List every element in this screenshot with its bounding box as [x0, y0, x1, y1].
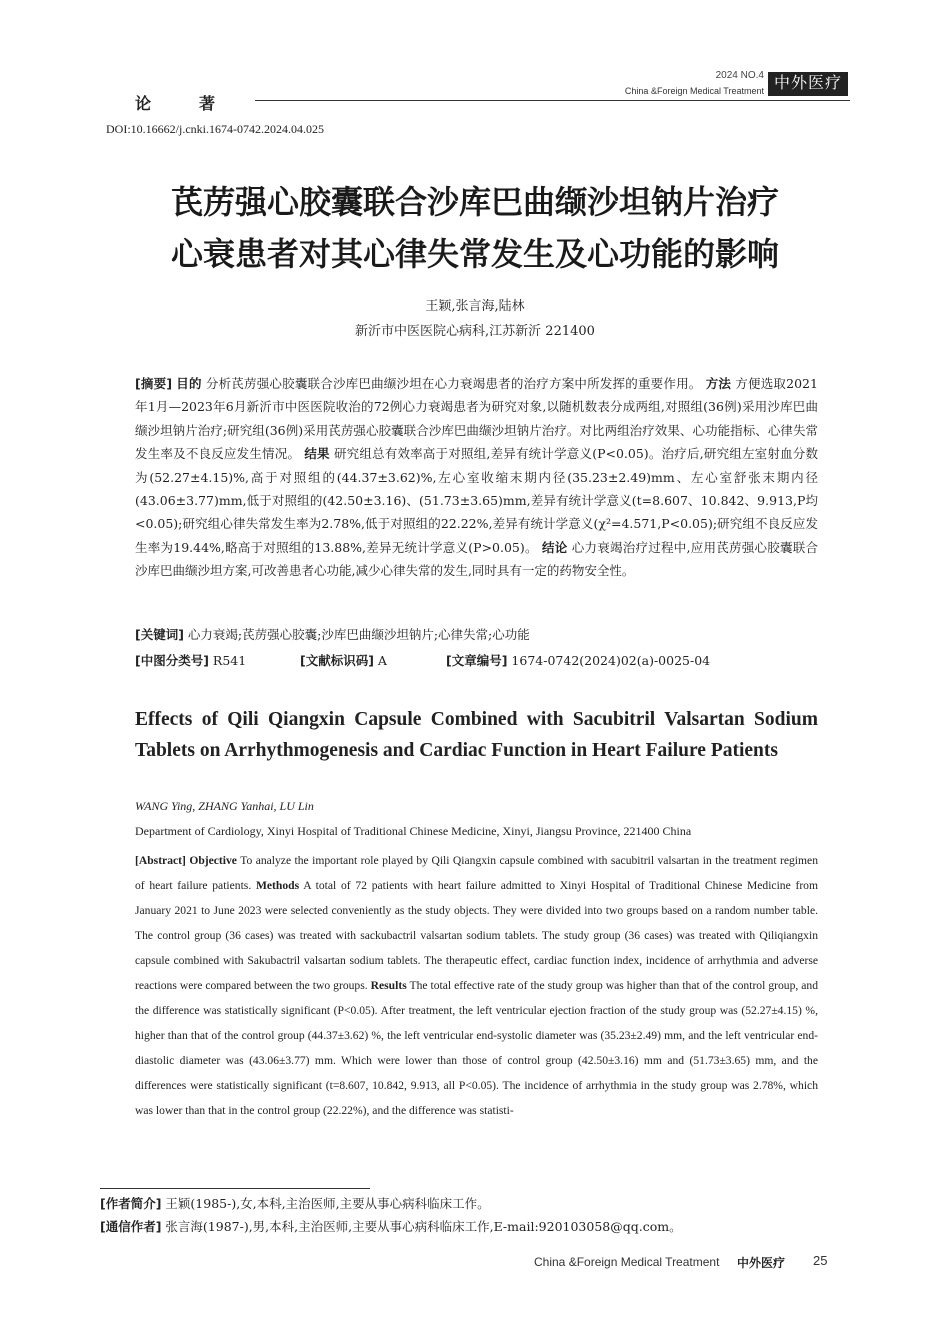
results-zh: 研究组总有效率高于对照组,差异有统计学意义(P<0.05)。治疗后,研究组左室射血分数为(52.27±4.15)%,高于对照组的(44.37±3.62)%,左心室收缩末期内径(35.23±2.49)mm、左心室舒张末期内径(43.06±3.77)mm,低于对照组的(42.50±3.16)、(51.73±3.65)mm,差异有统计学意义(t=8.607、10.842、9.913,P均<0.05);研究组心律失常发生率为2.78%,低于对照组的22.22%,差异有统计学意义(χ²=4.571,P<0.05);研究组不良反应发生率为19.44%,略高于对照组的13.88%,差异无统计学意义(P>0.05)。	[135, 446, 818, 555]
corresponding-text: 张言海(1987-),男,本科,主治医师,主要从事心病科临床工作,E-mail:920103058@qq.com。	[165, 1219, 682, 1234]
title-zh	[100, 176, 850, 280]
abstract-en-label: [Abstract]	[135, 854, 186, 867]
methods-en: A total of 72 patients with heart failure admitted to Xinyi Hospital of Traditional Chinese Medicine from January 2021 to June 2023 were selected conveniently as the study objects. They were divided into two groups based on a random number table. The control group (36 cases) was treated with sackubactril valsartan sodium tablets. The study group (36 cases) was treated with Qiliqiangxin capsule combined with Sakubactril valsartan sodium tablets. The therapeutic effect, cardiac function index, incidence of arrhythmia and adverse reactions were compared between the two groups.	[135, 879, 818, 992]
results-en: The total effective rate of the study group was higher than that of the control group, and the difference was statistically significant (P<0.05). After treatment, the left ventricular ejection fraction of the study group was (52.27±4.15) %, higher than that of the control group (44.37±3.62) %, the left ventricular end-systolic diameter was (35.23±2.49) mm, and the left ventricular end-diastolic diameter was (43.06±3.77) mm. Which were lower than those of control group (42.50±3.16) mm and (51.73±3.65) mm, and the differences were statistically significant (t=8.607, 10.842, 9.913, all P<0.05). The incidence of arrhythmia in the study group was 2.78%, which was lower than that in the control group (22.22%), and the difference was statisti-	[135, 979, 818, 1117]
methods-label-en: Methods	[255, 879, 300, 892]
doc-code-label: [文献标识码]	[300, 653, 374, 668]
keywords-zh	[135, 625, 818, 643]
doi: DOI:10.16662/j.cnki.1674-0742.2024.04.025	[106, 122, 324, 136]
affiliation-zh: 新沂市中医医院心病科,江苏新沂 221400	[355, 324, 595, 339]
document-code	[300, 651, 387, 669]
conclusion-zh: 心力衰竭治疗过程中,应用芪苈强心胶囊联合沙库巴曲缬沙坦方案,可改善患者心功能,减少心律失常的发生,同时具有一定的药物安全性。	[135, 539, 818, 579]
author-bio-text: 王颖(1985-),女,本科,主治医师,主要从事心病科临床工作。	[165, 1196, 490, 1211]
footer-journal-zh: 中外医疗	[737, 1256, 786, 1270]
title-zh-line2: 心衰患者对其心律失常发生及心功能的影响	[170, 235, 779, 273]
keywords-text: 心力衰竭;芪苈强心胶囊;沙库巴曲缬沙坦钠片;心律失常;心功能	[187, 627, 530, 642]
abstract-zh-label: [摘要]	[135, 376, 173, 391]
journal-logo-box: 中外医疗	[768, 72, 848, 96]
abstract-zh	[135, 372, 818, 583]
journal-name-en: China &Foreign Medical Treatment	[624, 86, 764, 96]
issue-number: 2024 NO.4	[715, 70, 764, 81]
page-number: 25	[813, 1253, 828, 1268]
objective-en: To analyze the important role played by Qili Qiangxin capsule combined with sacubitril valsartan in the treatment regimen of heart failure patients.	[135, 854, 818, 892]
keywords-label: [关键词]	[135, 627, 184, 642]
objective-label-zh: 目的	[176, 376, 202, 391]
results-label-en: Results	[370, 979, 407, 992]
footnote-rule	[100, 1188, 370, 1189]
section-category: 论著	[135, 94, 264, 113]
article-number-value: 1674-0742(2024)02(a)-0025-04	[511, 653, 711, 668]
doc-code-value: A	[377, 653, 387, 668]
abstract-en	[135, 848, 818, 1123]
title-zh-line1: 芪苈强心胶囊联合沙库巴曲缬沙坦钠片治疗	[170, 183, 779, 221]
author-bio-label: [作者简介]	[100, 1196, 162, 1211]
objective-label-en: Objective	[189, 854, 237, 867]
article-number	[446, 651, 710, 669]
clc-label: [中图分类号]	[135, 653, 209, 668]
conclusion-label-zh: 结论	[542, 539, 568, 555]
author-bio	[100, 1194, 490, 1212]
corresponding-label: [通信作者]	[100, 1219, 162, 1234]
footer-journal-en: China &Foreign Medical Treatment	[534, 1255, 720, 1269]
affiliation-en: Department of Cardiology, Xinyi Hospital of Traditional Chinese Medicine, Xinyi, Jiangsu Province, 221400 China	[135, 824, 692, 838]
article-number-label: [文章编号]	[446, 653, 508, 668]
clc-number	[135, 651, 246, 669]
header-rule	[255, 100, 850, 101]
title-en: Effects of Qili Qiangxin Capsule Combined with Sacubitril Valsartan Sodium Tablets on Arrhythmogenesis and Cardiac Function in Heart Failure Patients	[135, 709, 818, 761]
methods-label-zh: 方法	[705, 376, 732, 391]
objective-zh: 分析芪苈强心胶囊联合沙库巴曲缬沙坦在心力衰竭患者的治疗方案中所发挥的重要作用。	[205, 376, 702, 391]
corresponding-author	[100, 1217, 682, 1235]
methods-zh: 方便选取2021年1月—2023年6月新沂市中医医院收治的72例心力衰竭患者为研究对象,以随机数表分成两组,对照组(36例)采用沙库巴曲缬沙坦钠片治疗;研究组(36例)采用芪苈强心胶囊联合沙库巴曲缬沙坦钠片治疗。对比两组治疗效果、心功能指标、心律失常发生率及不良反应发生情况。	[135, 376, 818, 462]
authors-en: WANG Ying, ZHANG Yanhai, LU Lin	[135, 799, 314, 813]
clc-value: R541	[212, 653, 247, 668]
results-label-zh: 结果	[304, 446, 330, 462]
authors-zh: 王颖,张言海,陆林	[425, 299, 525, 314]
